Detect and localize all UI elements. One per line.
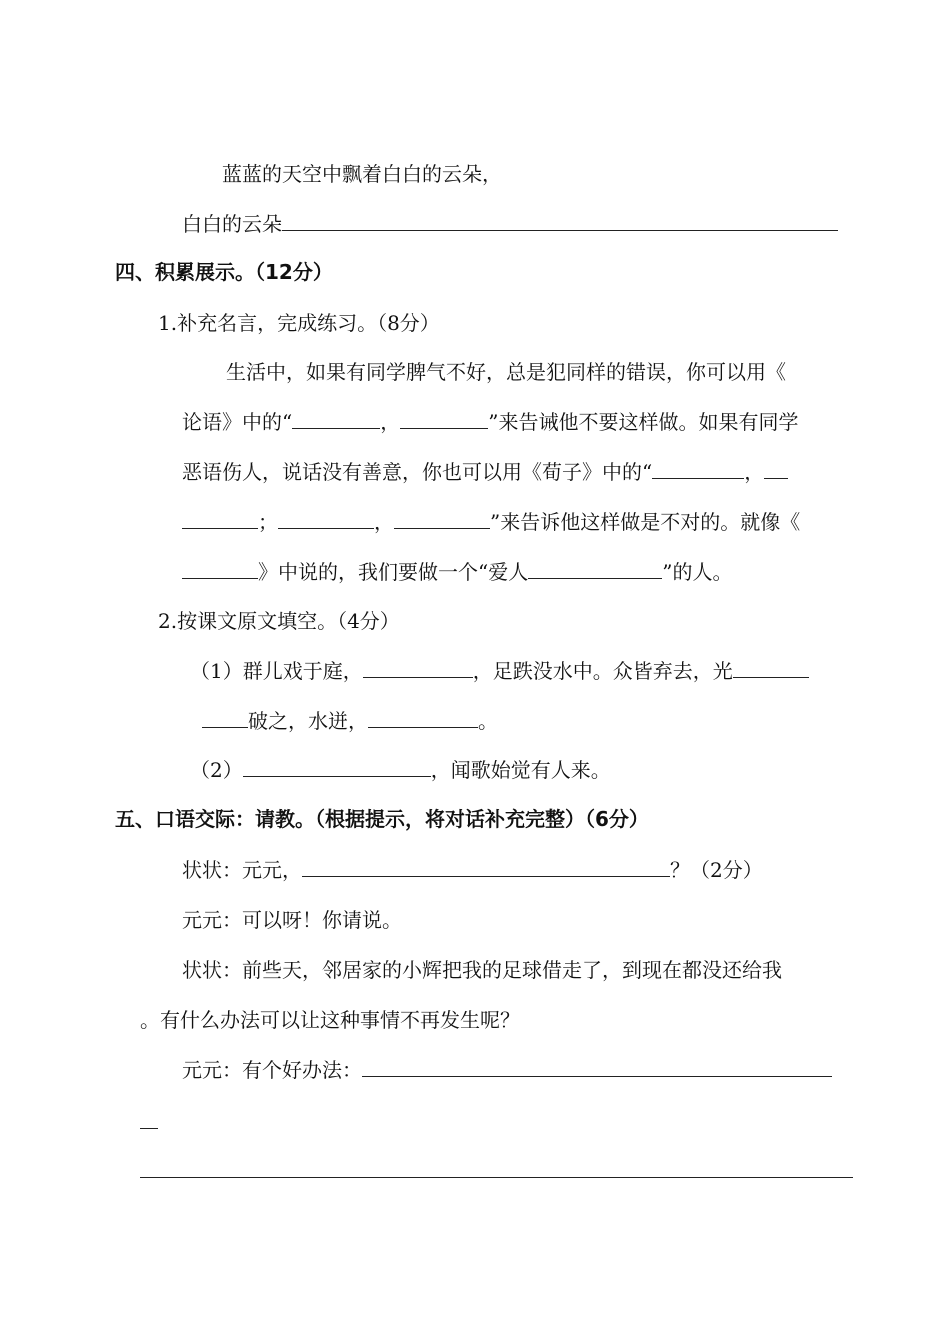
section-4-heading: 四、积累展示。（12分） [115, 260, 333, 284]
answer-line-stub[interactable] [140, 1128, 158, 1129]
quote-blank-2[interactable] [400, 410, 488, 429]
text-fragment: ， [744, 460, 765, 484]
section-5-heading: 五、口语交际：请教。（根据提示，将对话补充完整）（6分） [115, 807, 649, 831]
text-fragment: 破之，水迸， [248, 709, 368, 733]
q2-sentence-1 [190, 657, 809, 685]
intro-prefix: 白白的云朵 [182, 212, 282, 236]
text-fragment: ”来告诫他不要这样做。如果有同学 [488, 410, 799, 434]
q1-paragraph-line-5 [182, 558, 732, 586]
fill-blank-1[interactable] [363, 659, 473, 678]
text-fragment: 恶语伤人，说话没有善意，你也可以用《荀子》中的“ [182, 460, 653, 484]
text-fragment: （2） [190, 758, 243, 782]
answer-line[interactable] [140, 1177, 853, 1178]
text-fragment: ； [258, 510, 278, 534]
xunzi-blank-4[interactable] [394, 510, 490, 529]
q2-title: 2.按课文原文填空。（4分） [158, 609, 400, 633]
q2-sentence-1-cont [202, 707, 498, 735]
dialogue-line-3: 状状：前些天，邻居家的小辉把我的足球借走了，到现在都没还给我 [182, 958, 782, 982]
dialogue-line-1 [182, 856, 763, 884]
fill-blank-2-start[interactable] [733, 659, 809, 678]
q2-sentence-2 [190, 756, 611, 784]
text-fragment: ”来告诉他这样做是不对的。就像《 [490, 510, 801, 534]
xunzi-blank-2-start[interactable] [764, 460, 788, 479]
q1-paragraph-line-3 [182, 458, 788, 486]
dialogue-line-5 [182, 1056, 832, 1084]
text-fragment: ，闻歌始觉有人来。 [430, 758, 611, 782]
text-fragment: ”的人。 [662, 560, 733, 584]
love-people-blank[interactable] [528, 560, 662, 579]
book-title-blank[interactable] [182, 560, 258, 579]
dialogue-line-2: 元元：可以呀！你请说。 [182, 908, 402, 932]
text-fragment: ， [380, 410, 401, 434]
text-fragment: 。 [478, 709, 498, 733]
q1-title: 1.补充名言，完成练习。（8分） [158, 311, 440, 335]
fill-blank-3[interactable] [368, 709, 478, 728]
text-fragment: 元元：有个好办法： [182, 1058, 362, 1082]
xunzi-blank-1[interactable] [652, 460, 744, 479]
dialogue-line-4: 。有什么办法可以让这种事情不再发生呢？ [140, 1008, 520, 1032]
fill-blank-4[interactable] [243, 758, 431, 777]
q1-paragraph-line-1: 生活中，如果有同学脾气不好，总是犯同样的错误，你可以用《 [226, 360, 786, 384]
q1-paragraph-line-2 [182, 408, 798, 436]
text-fragment: 》中说的，我们要做一个“爱人 [258, 560, 529, 584]
question-blank[interactable] [302, 858, 670, 877]
text-fragment: ？（2分） [670, 858, 763, 882]
xunzi-blank-2-end[interactable] [182, 510, 258, 529]
text-fragment: 论语》中的“ [182, 410, 293, 434]
q1-paragraph-line-4 [182, 508, 800, 536]
quote-blank-1[interactable] [292, 410, 380, 429]
text-fragment: （1）群儿戏于庭， [190, 659, 363, 683]
answer-blank[interactable] [282, 212, 838, 231]
xunzi-blank-3[interactable] [278, 510, 374, 529]
method-blank[interactable] [362, 1058, 832, 1077]
intro-sentence: 蓝蓝的天空中飘着白白的云朵， [222, 162, 502, 186]
fill-blank-2-end[interactable] [202, 709, 248, 728]
text-fragment: 状状：元元， [182, 858, 302, 882]
text-fragment: ， [374, 510, 394, 534]
text-fragment: ，足跌没水中。众皆弃去，光 [472, 659, 733, 683]
intro-continuation [182, 210, 838, 238]
